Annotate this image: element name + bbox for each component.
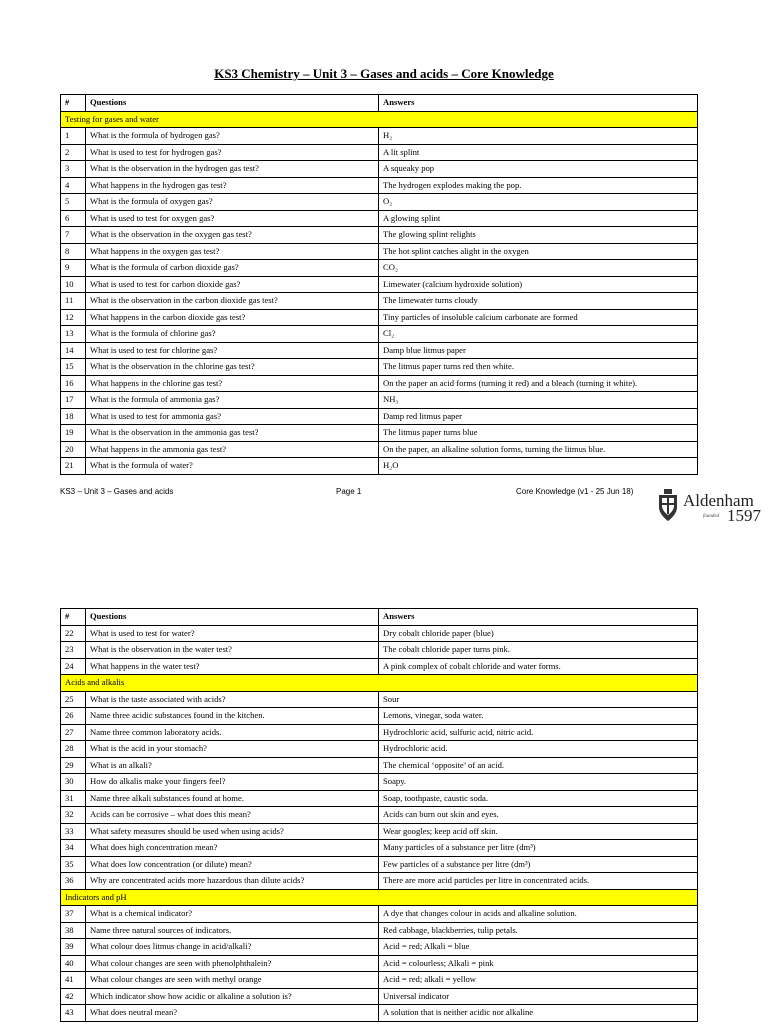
question-number: 37	[61, 906, 86, 923]
table-row	[61, 922, 698, 939]
table-row	[61, 939, 698, 956]
qa-table-page-1	[60, 94, 698, 475]
table-row	[61, 642, 698, 659]
answer-cell: Tiny particles of insoluble calcium carbonate are formed	[379, 309, 698, 326]
answer-cell: H₂O	[379, 458, 698, 475]
question-cell: What is the observation in the ammonia gas test?	[86, 425, 379, 442]
answer-cell: The limewater turns cloudy	[379, 293, 698, 310]
answer-cell: Wear googles; keep acid off skin.	[379, 823, 698, 840]
question-cell: What colour does litmus change in acid/alkali?	[86, 939, 379, 956]
answer-cell: Hydrochloric acid.	[379, 741, 698, 758]
question-number: 20	[61, 441, 86, 458]
question-number: 24	[61, 658, 86, 675]
table-row	[61, 1005, 698, 1022]
question-number: 6	[61, 210, 86, 227]
question-cell: What is an alkali?	[86, 757, 379, 774]
question-cell: Name three acidic substances found in the kitchen.	[86, 708, 379, 725]
question-cell: What happens in the water test?	[86, 658, 379, 675]
question-cell: Name three alkali substances found at home.	[86, 790, 379, 807]
qa-table-page-2	[60, 608, 698, 1022]
answer-cell: Universal indicator	[379, 988, 698, 1005]
question-cell: What colour changes are seen with methyl orange	[86, 972, 379, 989]
question-cell: Why are concentrated acids more hazardous than dilute acids?	[86, 873, 379, 890]
section-row	[61, 889, 698, 906]
answer-cell: The litmus paper turns blue	[379, 425, 698, 442]
answer-cell: Hydrochloric acid, sulfuric acid, nitric acid.	[379, 724, 698, 741]
question-number: 43	[61, 1005, 86, 1022]
table-row	[61, 144, 698, 161]
question-cell: What is the formula of carbon dioxide gas?	[86, 260, 379, 277]
table-row	[61, 823, 698, 840]
question-cell: What happens in the hydrogen gas test?	[86, 177, 379, 194]
question-number: 18	[61, 408, 86, 425]
question-cell: What is the observation in the water test?	[86, 642, 379, 659]
answer-cell: The hot splint catches alight in the oxygen	[379, 243, 698, 260]
table-row	[61, 658, 698, 675]
table-row	[61, 408, 698, 425]
table-row	[61, 625, 698, 642]
question-number: 4	[61, 177, 86, 194]
answer-cell: On the paper an acid forms (turning it red) and a bleach (turning it white).	[379, 375, 698, 392]
question-number: 13	[61, 326, 86, 343]
question-cell: What is the observation in the carbon dioxide gas test?	[86, 293, 379, 310]
question-number: 41	[61, 972, 86, 989]
logo-year: 1597	[727, 506, 761, 525]
table-row	[61, 724, 698, 741]
answer-cell: Red cabbage, blackberries, tulip petals.	[379, 922, 698, 939]
answer-cell: Soap, toothpaste, caustic soda.	[379, 790, 698, 807]
question-cell: What does low concentration (or dilute) mean?	[86, 856, 379, 873]
question-number: 30	[61, 774, 86, 791]
table-row	[61, 227, 698, 244]
table-row	[61, 293, 698, 310]
question-cell: Which indicator show how acidic or alkaline a solution is?	[86, 988, 379, 1005]
table-row	[61, 741, 698, 758]
section-row	[61, 675, 698, 692]
table-row	[61, 425, 698, 442]
question-cell: What does high concentration mean?	[86, 840, 379, 857]
question-number: 8	[61, 243, 86, 260]
header-answers: Answers	[379, 609, 698, 626]
header-questions: Questions	[86, 95, 379, 112]
question-number: 17	[61, 392, 86, 409]
answer-cell: A glowing splint	[379, 210, 698, 227]
table-row	[61, 441, 698, 458]
question-cell: What is the observation in the chlorine gas test?	[86, 359, 379, 376]
question-number: 33	[61, 823, 86, 840]
question-cell: Name three common laboratory acids.	[86, 724, 379, 741]
question-cell: What is used to test for ammonia gas?	[86, 408, 379, 425]
question-number: 40	[61, 955, 86, 972]
table-row	[61, 972, 698, 989]
question-cell: What is the formula of oxygen gas?	[86, 194, 379, 211]
answer-cell: O₂	[379, 194, 698, 211]
table-row	[61, 873, 698, 890]
question-number: 9	[61, 260, 86, 277]
answer-cell: There are more acid particles per litre in concentrated acids.	[379, 873, 698, 890]
answer-cell: Sour	[379, 691, 698, 708]
question-cell: What is the formula of ammonia gas?	[86, 392, 379, 409]
question-number: 36	[61, 873, 86, 890]
answer-cell: The hydrogen explodes making the pop.	[379, 177, 698, 194]
answer-cell: The litmus paper turns red then white.	[379, 359, 698, 376]
table-row	[61, 774, 698, 791]
question-cell: What is used to test for carbon dioxide gas?	[86, 276, 379, 293]
table-row	[61, 458, 698, 475]
header-num: #	[61, 609, 86, 626]
header-questions: Questions	[86, 609, 379, 626]
section-heading: Testing for gases and water	[61, 111, 698, 128]
footer-version: Core Knowledge (v1 - 25 Jun 18)	[516, 487, 634, 496]
table-row	[61, 276, 698, 293]
question-cell: What safety measures should be used when using acids?	[86, 823, 379, 840]
question-cell: What is used to test for hydrogen gas?	[86, 144, 379, 161]
question-cell: What happens in the ammonia gas test?	[86, 441, 379, 458]
answer-cell: Soapy.	[379, 774, 698, 791]
question-number: 5	[61, 194, 86, 211]
table-row	[61, 326, 698, 343]
header-num: #	[61, 95, 86, 112]
question-number: 11	[61, 293, 86, 310]
table-row	[61, 856, 698, 873]
page-title: KS3 Chemistry – Unit 3 – Gases and acids – Core Knowledge	[214, 66, 554, 81]
table-row	[61, 210, 698, 227]
question-number: 15	[61, 359, 86, 376]
answer-cell: Damp blue litmus paper	[379, 342, 698, 359]
question-cell: What is the formula of chlorine gas?	[86, 326, 379, 343]
question-number: 23	[61, 642, 86, 659]
question-number: 39	[61, 939, 86, 956]
question-number: 38	[61, 922, 86, 939]
question-cell: What does neutral mean?	[86, 1005, 379, 1022]
table-row	[61, 906, 698, 923]
question-number: 7	[61, 227, 86, 244]
table-row	[61, 790, 698, 807]
table-header-row	[61, 609, 698, 626]
question-number: 31	[61, 790, 86, 807]
question-cell: What is used to test for oxygen gas?	[86, 210, 379, 227]
crest-icon	[657, 489, 679, 523]
question-number: 21	[61, 458, 86, 475]
table-row	[61, 161, 698, 178]
question-number: 28	[61, 741, 86, 758]
table-row	[61, 708, 698, 725]
question-number: 19	[61, 425, 86, 442]
question-number: 25	[61, 691, 86, 708]
answer-cell: Acid = colourless; Alkali = pink	[379, 955, 698, 972]
answer-cell: Acid = red; Alkali = blue	[379, 939, 698, 956]
question-number: 27	[61, 724, 86, 741]
answer-cell: A pink complex of cobalt chloride and water forms.	[379, 658, 698, 675]
aldenham-logo	[657, 489, 768, 525]
answer-cell: A solution that is neither acidic nor alkaline	[379, 1005, 698, 1022]
table-row	[61, 177, 698, 194]
answer-cell: Acids can burn out skin and eyes.	[379, 807, 698, 824]
answer-cell: CO₂	[379, 260, 698, 277]
table-row	[61, 194, 698, 211]
question-number: 34	[61, 840, 86, 857]
section-heading: Indicators and pH	[61, 889, 698, 906]
answer-cell: A squeaky pop	[379, 161, 698, 178]
table-row	[61, 359, 698, 376]
answer-cell: The chemical ‘opposite’ of an acid.	[379, 757, 698, 774]
question-number: 42	[61, 988, 86, 1005]
table-row	[61, 691, 698, 708]
footer-unit: KS3 – Unit 3 – Gases and acids	[60, 487, 174, 496]
table-row	[61, 955, 698, 972]
table-row	[61, 375, 698, 392]
section-heading: Acids and alkalis	[61, 675, 698, 692]
question-cell: What is the taste associated with acids?	[86, 691, 379, 708]
question-number: 29	[61, 757, 86, 774]
answer-cell: Limewater (calcium hydroxide solution)	[379, 276, 698, 293]
answer-cell: The cobalt chloride paper turns pink.	[379, 642, 698, 659]
answer-cell: Many particles of a substance per litre (dm³)	[379, 840, 698, 857]
question-cell: What is a chemical indicator?	[86, 906, 379, 923]
answer-cell: On the paper, an alkaline solution forms, turning the litmus blue.	[379, 441, 698, 458]
answer-cell: Dry cobalt chloride paper (blue)	[379, 625, 698, 642]
answer-cell: Few particles of a substance per litre (dm³)	[379, 856, 698, 873]
section-row	[61, 111, 698, 128]
table-header-row	[61, 95, 698, 112]
answer-cell: Damp red litmus paper	[379, 408, 698, 425]
question-cell: Acids can be corrosive – what does this mean?	[86, 807, 379, 824]
answer-cell: Cl₂	[379, 326, 698, 343]
question-cell: Name three natural sources of indicators.	[86, 922, 379, 939]
logo-wordmark: Aldenham	[683, 491, 754, 510]
table-row	[61, 128, 698, 145]
question-cell: What is the formula of water?	[86, 458, 379, 475]
table-row	[61, 243, 698, 260]
question-cell: What colour changes are seen with phenolphthalein?	[86, 955, 379, 972]
answer-cell: A dye that changes colour in acids and alkaline solution.	[379, 906, 698, 923]
answer-cell: The glowing splint relights	[379, 227, 698, 244]
answer-cell: Acid = red; alkali = yellow	[379, 972, 698, 989]
answer-cell: Lemons, vinegar, soda water.	[379, 708, 698, 725]
question-cell: What happens in the carbon dioxide gas test?	[86, 309, 379, 326]
question-cell: What is used to test for chlorine gas?	[86, 342, 379, 359]
logo-founded: founded	[703, 514, 720, 519]
question-number: 22	[61, 625, 86, 642]
table-row	[61, 840, 698, 857]
question-number: 3	[61, 161, 86, 178]
question-cell: What happens in the oxygen gas test?	[86, 243, 379, 260]
footer-page-number: Page 1	[336, 487, 362, 496]
question-number: 35	[61, 856, 86, 873]
answer-cell: A lit splint	[379, 144, 698, 161]
question-cell: What is the formula of hydrogen gas?	[86, 128, 379, 145]
question-number: 16	[61, 375, 86, 392]
question-number: 26	[61, 708, 86, 725]
question-cell: What happens in the chlorine gas test?	[86, 375, 379, 392]
table-row	[61, 392, 698, 409]
question-number: 10	[61, 276, 86, 293]
question-number: 12	[61, 309, 86, 326]
answer-cell: H₂	[379, 128, 698, 145]
question-number: 2	[61, 144, 86, 161]
table-row	[61, 988, 698, 1005]
question-number: 1	[61, 128, 86, 145]
table-row	[61, 807, 698, 824]
answer-cell: NH₃	[379, 392, 698, 409]
question-cell: What is the acid in your stomach?	[86, 741, 379, 758]
table-row	[61, 260, 698, 277]
header-answers: Answers	[379, 95, 698, 112]
table-row	[61, 309, 698, 326]
table-row	[61, 342, 698, 359]
question-cell: What is used to test for water?	[86, 625, 379, 642]
question-cell: How do alkalis make your fingers feel?	[86, 774, 379, 791]
question-cell: What is the observation in the hydrogen gas test?	[86, 161, 379, 178]
question-number: 14	[61, 342, 86, 359]
question-cell: What is the observation in the oxygen gas test?	[86, 227, 379, 244]
question-number: 32	[61, 807, 86, 824]
table-row	[61, 757, 698, 774]
